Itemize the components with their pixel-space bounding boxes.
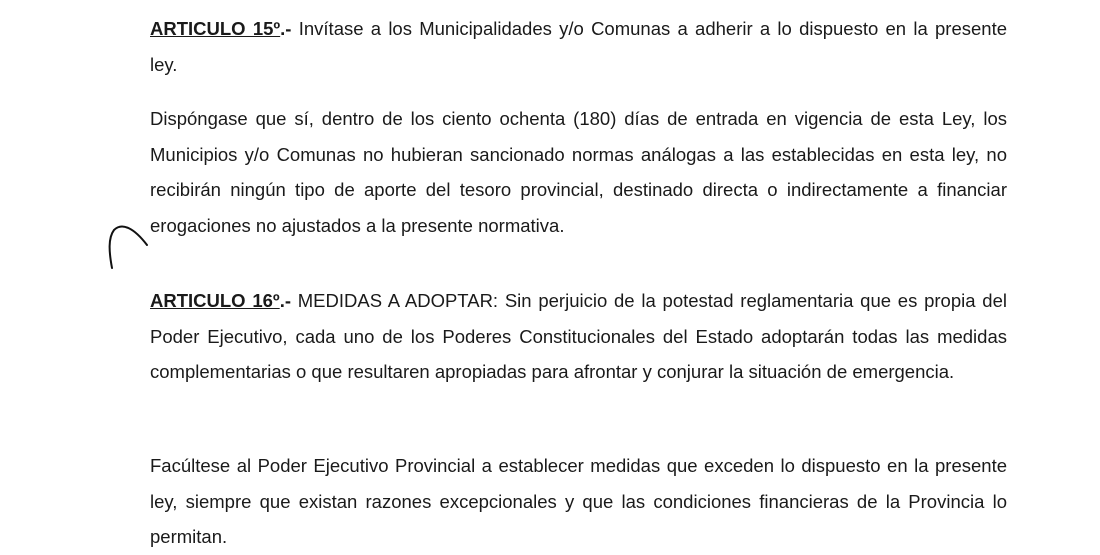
handwritten-margin-mark: [100, 218, 160, 278]
article-16-text: MEDIDAS A ADOPTAR: Sin perjuicio de la potestad reglamentaria que es propia del Poder Ejecutivo, cada uno de los Poderes Constitucionales del Estado adoptarán todas las medidas complementarias o que resultaren apropiadas para afrontar y conjurar la situación de emergencia.: [150, 290, 1007, 382]
article-15-paragraph: [150, 11, 1007, 82]
article-15-second-paragraph: Dispóngase que sí, dentro de los ciento ochenta (180) días de entrada en vigencia de esta Ley, los Municipios y/o Comunas no hubieran sancionado normas análogas a las establecidas en esta ley, no recibirán ningún tipo de aporte del tesoro provincial, destinado directa o indirectamente a financiar erogaciones no ajustados a la presente normativa.: [150, 108, 1007, 236]
article-16-separator: .-: [279, 290, 291, 311]
article-15-text: Invítase a los Municipalidades y/o Comunas a adherir a lo dispuesto en la presente ley.: [150, 18, 1008, 75]
article-15-separator: .-: [280, 18, 292, 39]
article-15-label: ARTICULO 15º: [150, 18, 281, 39]
article-16-paragraph: [150, 283, 1007, 390]
article-16-second-paragraph: Facúltese al Poder Ejecutivo Provincial a establecer medidas que exceden lo dispuesto en la presente ley, siempre que existan razones excepcionales y que las condiciones financieras de la Provincia lo permitan.: [150, 455, 1007, 547]
article-16-label: ARTICULO 16º: [150, 290, 280, 311]
